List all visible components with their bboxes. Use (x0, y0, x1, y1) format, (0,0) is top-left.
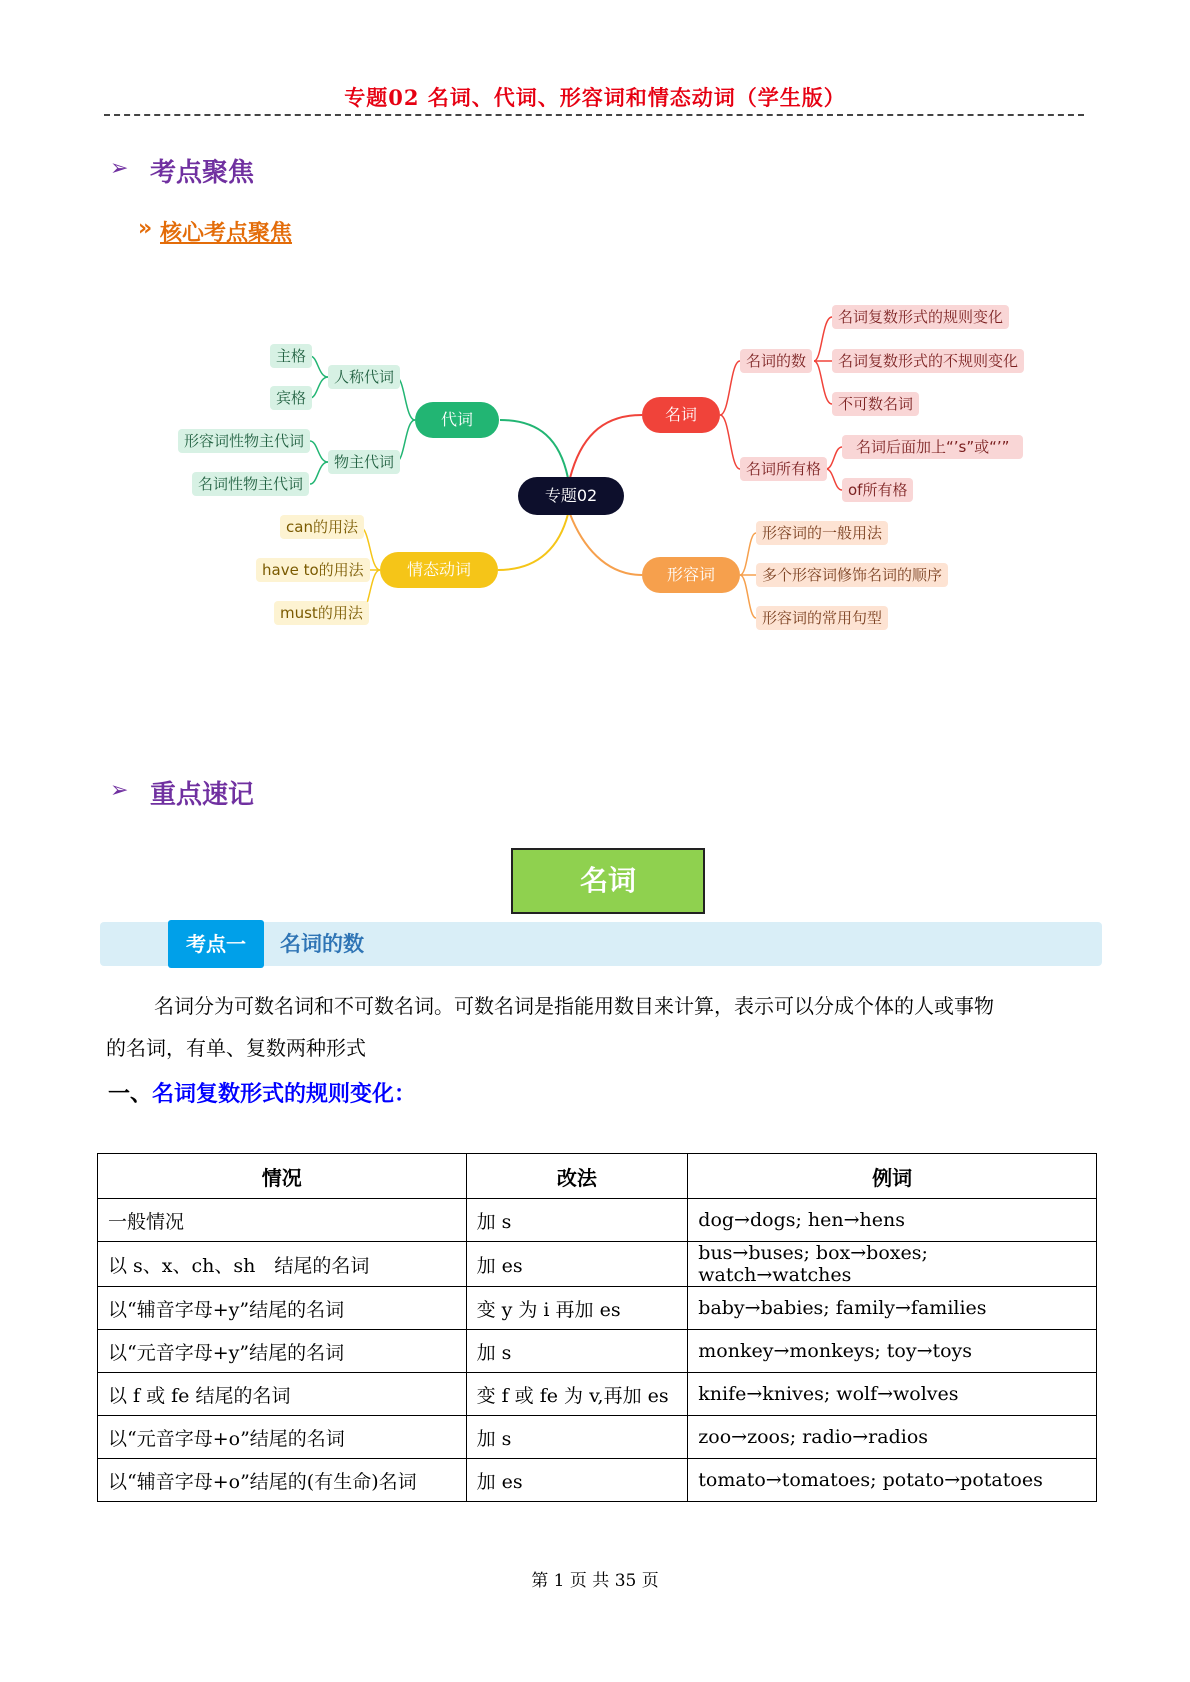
heading-prefix: 一、 (108, 1082, 153, 1107)
table-cell: baby→babies; family→families (688, 1287, 1097, 1330)
table-cell: 变 f 或 fe 为 v,再加 es (466, 1373, 688, 1416)
table-cell: 一般情况 (98, 1199, 467, 1242)
table-cell: monkey→monkeys; toy→toys (688, 1330, 1097, 1373)
heading-regular-plural (108, 1077, 416, 1108)
kaodian-title: 名词的数 (280, 932, 364, 956)
table-cell: 以“辅音字母+y”结尾的名词 (98, 1287, 467, 1330)
subsection-heading-core: 核心考点聚焦 (160, 221, 293, 246)
plural-rules-table (97, 1153, 1097, 1502)
section-heading-key-points: 重点速记 (150, 780, 255, 810)
mindmap-leaf: of所有格 (842, 478, 913, 502)
table-row (98, 1287, 1097, 1330)
table-cell: 加 s (466, 1330, 688, 1373)
mindmap-leaf: 形容词的一般用法 (756, 521, 888, 545)
table-row (98, 1459, 1097, 1502)
table-row (98, 1242, 1097, 1287)
mindmap-node-pronoun: 代词 (415, 402, 499, 438)
mindmap-leaf: 名词后面加上“’s”或“’” (842, 435, 1023, 459)
table-cell: 变 y 为 i 再加 es (466, 1287, 688, 1330)
table-cell: 以“辅音字母+o”结尾的(有生命)名词 (98, 1459, 467, 1502)
table-cell: 加 es (466, 1459, 688, 1502)
table-header: 情况 (98, 1154, 467, 1199)
mindmap-leaf: 形容词性物主代词 (178, 429, 310, 453)
arrow-bullet-icon: ➢ (110, 156, 129, 181)
table-row (98, 1199, 1097, 1242)
kaodian-tag: 考点一 (168, 920, 264, 968)
mindmap-leaf: 不可数名词 (832, 392, 919, 416)
table-header: 改法 (466, 1154, 688, 1199)
mindmap-node-noun-possessive: 名词所有格 (740, 457, 827, 481)
mindmap-node-noun-number: 名词的数 (740, 349, 812, 373)
mindmap-leaf: 宾格 (270, 386, 312, 410)
table-cell: knife→knives; wolf→wolves (688, 1373, 1097, 1416)
double-chevron-icon: » (138, 216, 153, 241)
table-header: 例词 (688, 1154, 1097, 1199)
intro-paragraph-line-1: 名词分为可数名词和不可数名词。可数名词是指能用数目来计算，表示可以分成个体的人或事物 (154, 994, 994, 1018)
section-heading-focus: 考点聚焦 (150, 158, 255, 188)
mindmap-leaf: 主格 (270, 344, 312, 368)
table-cell: bus→buses; box→boxes; watch→watches (688, 1242, 1097, 1287)
topic-box-noun: 名词 (511, 848, 705, 914)
mindmap-node-personal-pronoun: 人称代词 (328, 365, 400, 389)
mindmap-center-node: 专题02 (518, 477, 624, 515)
table-cell: 加 s (466, 1199, 688, 1242)
table-cell: zoo→zoos; radio→radios (688, 1416, 1097, 1459)
table-cell: dog→dogs; hen→hens (688, 1199, 1097, 1242)
table-cell: 以 s、x、ch、sh 结尾的名词 (98, 1242, 467, 1287)
arrow-bullet-icon: ➢ (110, 778, 129, 803)
mindmap-node-noun: 名词 (642, 397, 720, 433)
table-cell: 加 es (466, 1242, 688, 1287)
mindmap-leaf: 名词性物主代词 (192, 472, 309, 496)
table-cell: tomato→tomatoes; potato→potatoes (688, 1459, 1097, 1502)
mindmap-leaf: 名词复数形式的规则变化 (832, 305, 1009, 329)
table-cell: 加 s (466, 1416, 688, 1459)
page-footer: 第 1 页 共 35 页 (531, 1571, 659, 1591)
table-cell: 以 f 或 fe 结尾的名词 (98, 1373, 467, 1416)
mindmap-leaf: 多个形容词修饰名词的顺序 (756, 563, 948, 587)
mindmap-node-adjective: 形容词 (642, 557, 740, 593)
table-cell: 以“元音字母+o”结尾的名词 (98, 1416, 467, 1459)
table-row (98, 1330, 1097, 1373)
intro-paragraph-line-2: 的名词，有单、复数两种形式 (106, 1036, 366, 1060)
mindmap-node-possessive-pronoun: 物主代词 (328, 450, 400, 474)
heading-text: 名词复数形式的规则变化： (152, 1082, 417, 1107)
mindmap-leaf: 形容词的常用句型 (756, 606, 888, 630)
mindmap-leaf: can的用法 (280, 515, 364, 539)
mindmap-leaf: 名词复数形式的不规则变化 (832, 349, 1024, 373)
mindmap-leaf: must的用法 (274, 601, 369, 625)
table-cell: 以“元音字母+y”结尾的名词 (98, 1330, 467, 1373)
page-title: 专题02 名词、代词、形容词和情态动词（学生版） (344, 85, 846, 110)
mindmap-leaf: have to的用法 (256, 558, 370, 582)
table-row (98, 1373, 1097, 1416)
mindmap-node-modal: 情态动词 (380, 552, 498, 588)
table-row (98, 1416, 1097, 1459)
table-header-row (98, 1154, 1097, 1199)
